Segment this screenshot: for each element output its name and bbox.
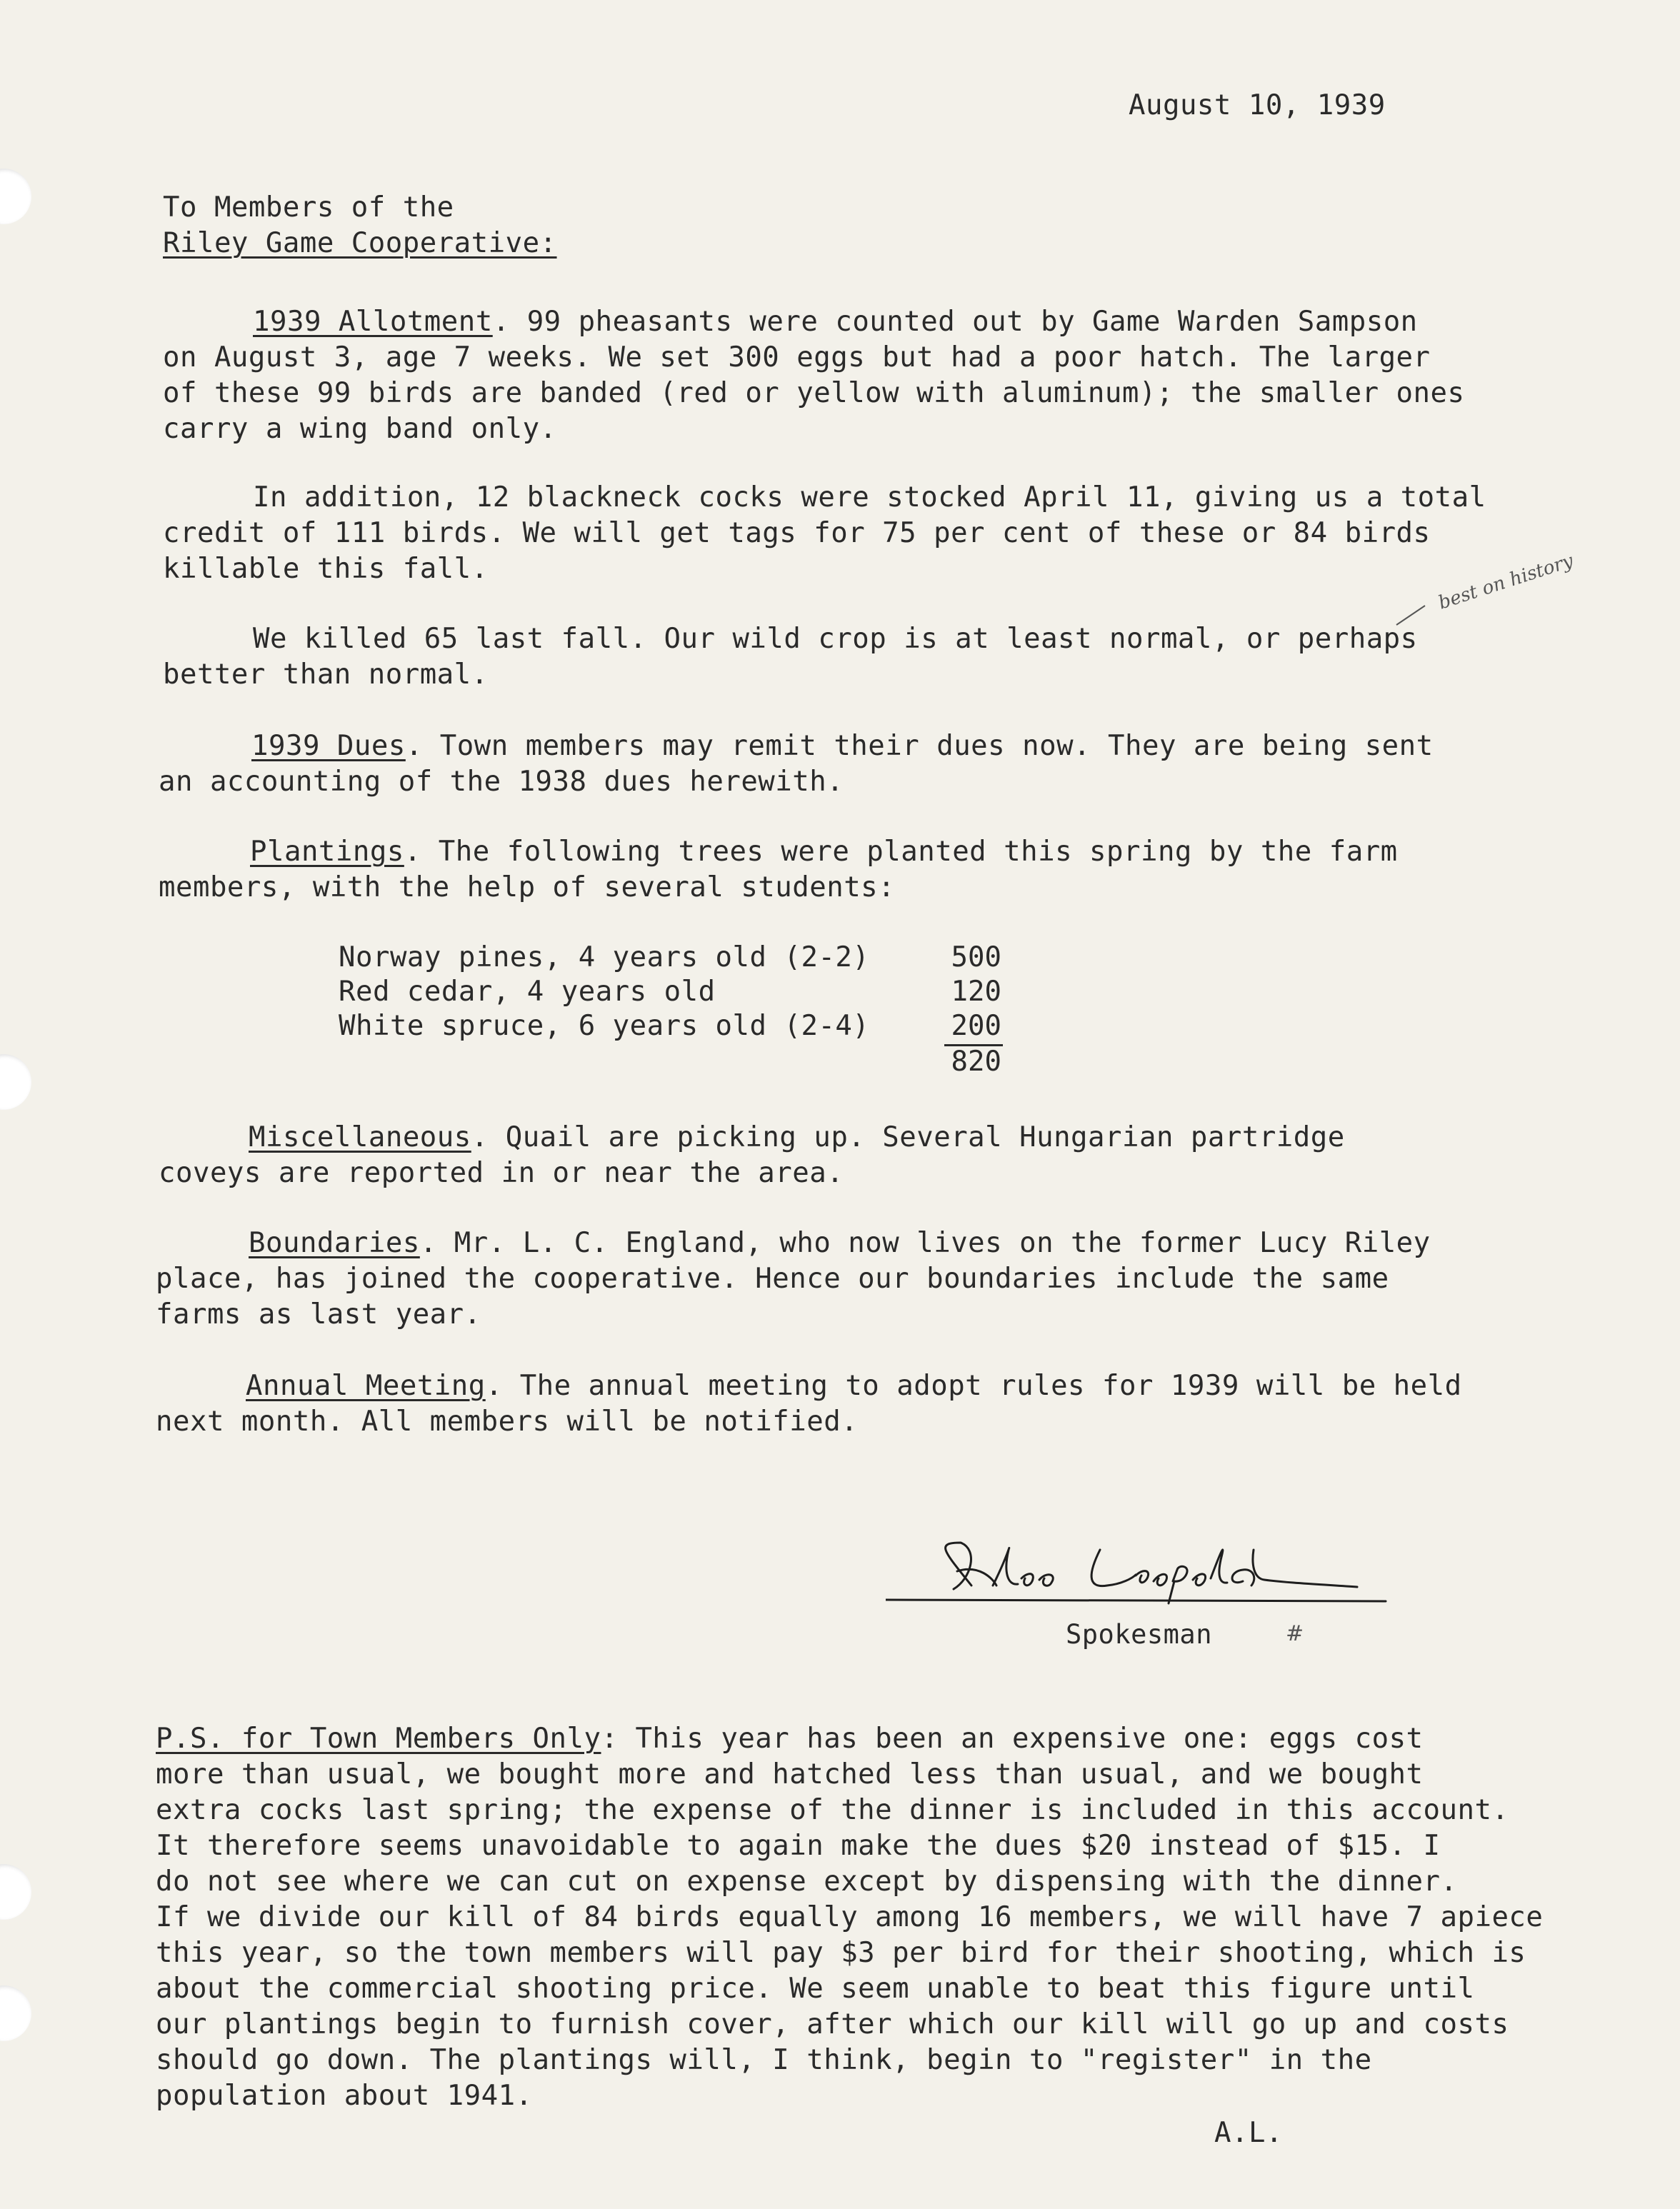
ps-line: this year, so the town members will pay $3 per bird for their shooting, which is <box>156 1937 1526 1969</box>
plantings-line-1: Plantings. The following trees were planted this spring by the farm <box>250 836 1398 868</box>
letter-date: August 10, 1939 <box>1129 89 1386 121</box>
plantings-row-label: White spruce, 6 years old (2-4) <box>339 1010 870 1042</box>
allotment-line-4: carry a wing band only. <box>163 413 557 445</box>
misc-line-2: coveys are reported in or near the area. <box>159 1157 844 1189</box>
plantings-row-value: 500 <box>951 941 1001 973</box>
salutation-line-1: To Members of the <box>163 191 454 224</box>
dues-heading: 1939 Dues <box>251 730 406 762</box>
closing-initials: A.L. <box>1214 2117 1283 2149</box>
addition-line-1: In addition, 12 blackneck cocks were stocked April 11, giving us a total <box>253 481 1486 514</box>
allotment-heading: 1939 Allotment <box>253 306 493 338</box>
addition-line-2: credit of 111 birds. We will get tags for 75 per cent of these or 84 birds <box>163 517 1431 549</box>
plantings-total: 820 <box>951 1046 1001 1078</box>
ps-line: It therefore seems unavoidable to again make the dues $20 instead of $15. I <box>156 1830 1441 1862</box>
allotment-line-1: 1939 Allotment. 99 pheasants were counted out by Game Warden Sampson <box>253 306 1418 338</box>
punch-hole-bottom-1 <box>0 1864 31 1920</box>
punch-hole-top <box>0 169 31 224</box>
ps-line: should go down. The plantings will, I think, begin to "register" in the <box>156 2044 1372 2076</box>
boundaries-line-2: place, has joined the cooperative. Hence our boundaries include the same <box>156 1263 1389 1295</box>
plantings-row-value: 200 <box>951 1010 1001 1042</box>
ps-line-1: P.S. for Town Members Only: This year has been an expensive one: eggs cost <box>156 1723 1424 1755</box>
meeting-line-1: Annual Meeting. The annual meeting to adopt rules for 1939 will be held <box>246 1370 1462 1402</box>
meeting-line-2: next month. All members will be notified. <box>156 1406 859 1438</box>
killed-line-1: We killed 65 last fall. Our wild crop is at least normal, or perhaps <box>253 623 1418 655</box>
boundaries-heading: Boundaries <box>249 1227 420 1259</box>
salutation-line-2: Riley Game Cooperative: <box>163 227 557 259</box>
meeting-heading: Annual Meeting <box>246 1370 486 1402</box>
ps-heading: P.S. for Town Members Only <box>156 1723 601 1755</box>
punch-hole-middle <box>0 1054 31 1110</box>
plantings-row-value: 120 <box>951 976 1001 1008</box>
ps-line: extra cocks last spring; the expense of the dinner is included in this account. <box>156 1794 1509 1826</box>
ps-line: do not see where we can cut on expense except by dispensing with the dinner. <box>156 1865 1458 1898</box>
misc-line-1: Miscellaneous. Quail are picking up. Several Hungarian partridge <box>249 1121 1345 1153</box>
boundaries-line-3: farms as last year. <box>156 1298 481 1331</box>
handwritten-margin-note: best on history <box>1436 550 1576 614</box>
killed-line-2: better than normal. <box>163 658 489 691</box>
signature-title: Spokesman <box>1066 1619 1212 1650</box>
allotment-line-2: on August 3, age 7 weeks. We set 300 eggs but had a poor hatch. The larger <box>163 341 1431 374</box>
ps-line: our plantings begin to furnish cover, after which our kill will go up and costs <box>156 2008 1509 2040</box>
misc-heading: Miscellaneous <box>249 1121 471 1153</box>
plantings-row-label: Red cedar, 4 years old <box>339 976 716 1008</box>
ps-line: more than usual, we bought more and hatched less than usual, and we bought <box>156 1758 1424 1790</box>
ps-line: population about 1941. <box>156 2080 533 2112</box>
dues-line-2: an accounting of the 1938 dues herewith. <box>159 766 844 798</box>
ps-line: If we divide our kill of 84 birds equally among 16 members, we will have 7 apiece <box>156 1901 1544 1933</box>
plantings-heading: Plantings <box>250 836 404 868</box>
ps-line: about the commercial shooting price. We seem unable to beat this figure until <box>156 1973 1475 2005</box>
plantings-row-label: Norway pines, 4 years old (2-2) <box>339 941 870 973</box>
punch-hole-bottom-2 <box>0 1985 31 2041</box>
hash-mark: # <box>1286 1621 1304 1646</box>
boundaries-line-1: Boundaries. Mr. L. C. England, who now lives on the former Lucy Riley <box>249 1227 1431 1259</box>
allotment-line-3: of these 99 birds are banded (red or yellow with aluminum); the smaller ones <box>163 377 1465 409</box>
plantings-line-2: members, with the help of several students: <box>159 871 896 903</box>
dues-line-1: 1939 Dues. Town members may remit their dues now. They are being sent <box>251 730 1434 762</box>
addition-line-3: killable this fall. <box>163 553 489 585</box>
